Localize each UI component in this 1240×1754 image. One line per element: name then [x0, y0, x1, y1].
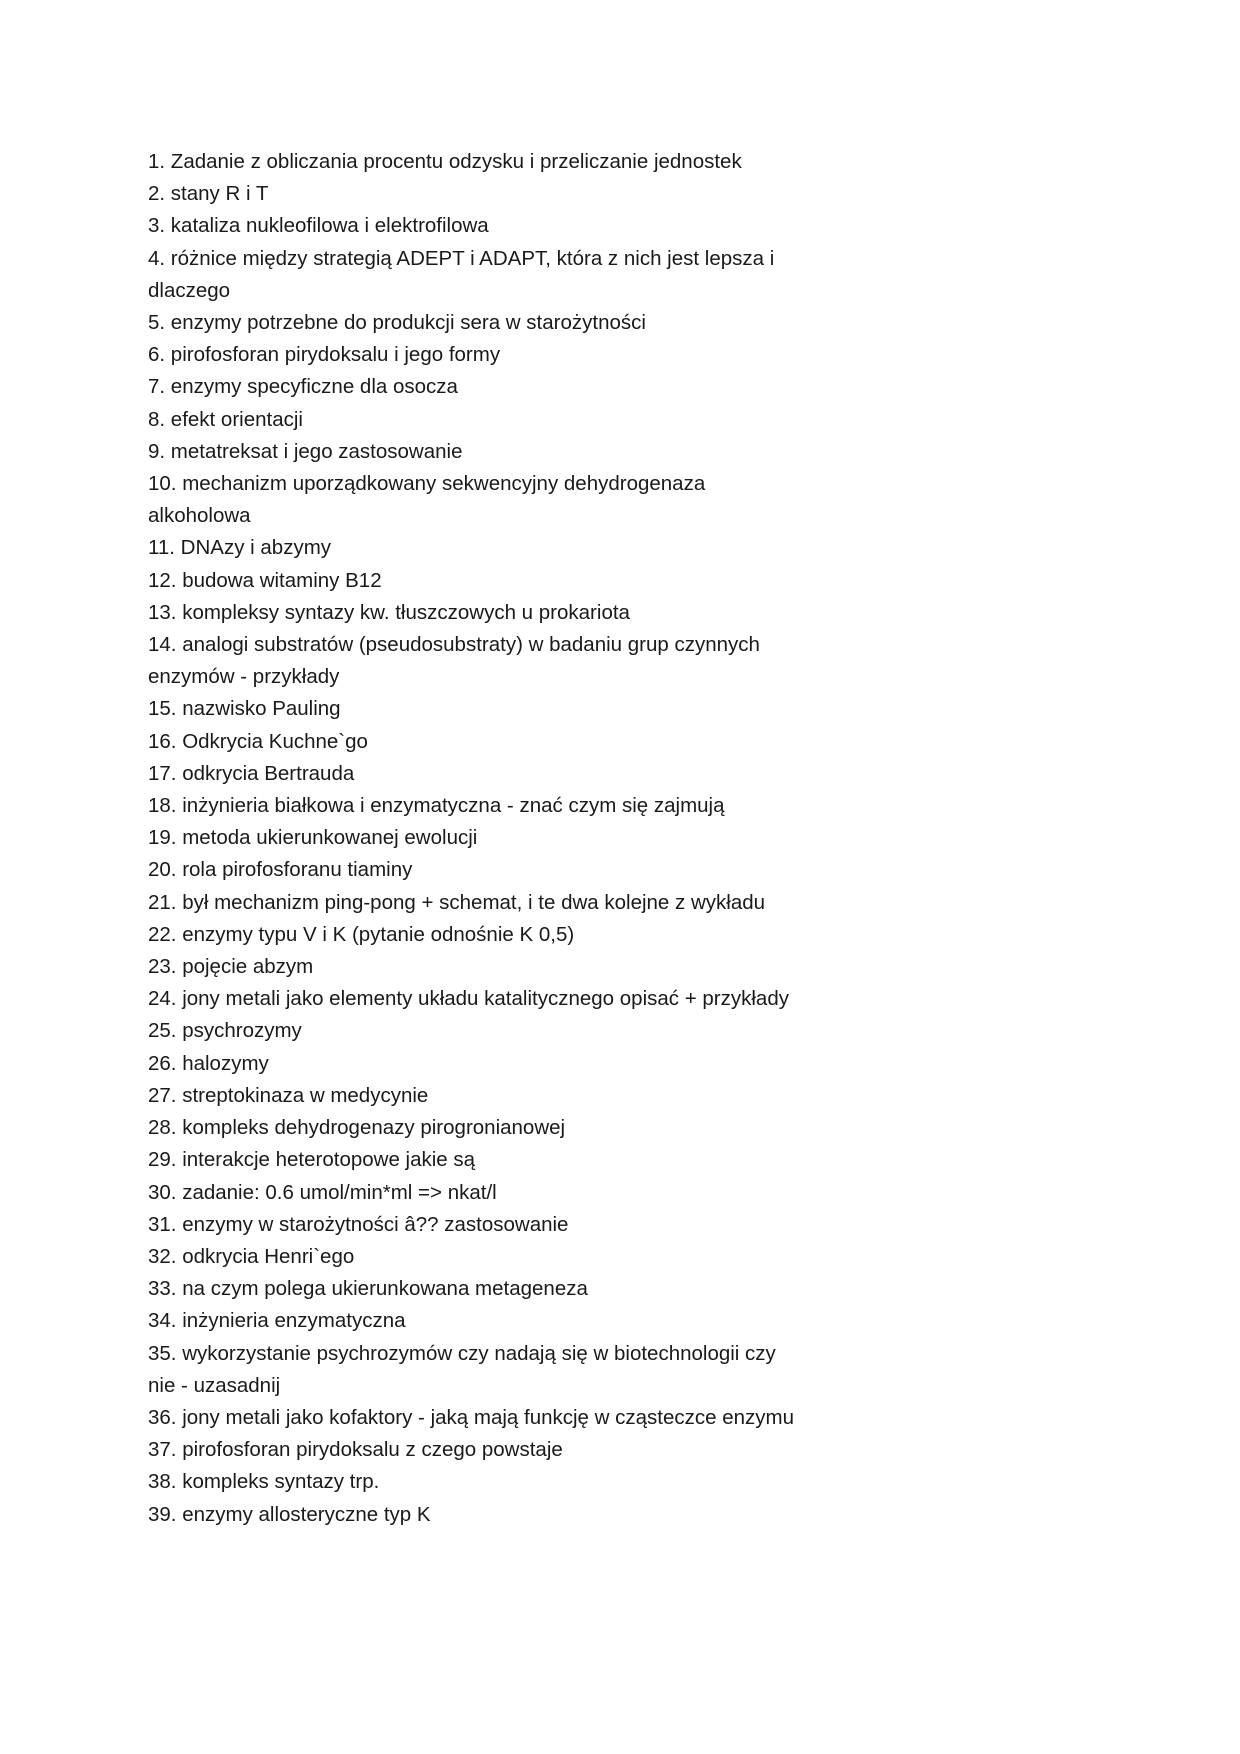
question-item	[148, 210, 808, 242]
question-text: 10. mechanizm uporządkowany sekwencyjny dehydrogenaza alkoholowa	[148, 472, 706, 528]
question-text: 28. kompleks dehydrogenazy pirogronianowej	[148, 1116, 566, 1140]
question-text: 20. rola pirofosforanu tiaminy	[148, 858, 413, 882]
question-item	[148, 1434, 808, 1466]
question-item	[148, 1015, 808, 1047]
question-item	[148, 307, 808, 339]
question-item	[148, 404, 808, 436]
question-text: 14. analogi substratów (pseudosubstraty) w badaniu grup czynnych enzymów - przykłady	[148, 633, 760, 689]
question-text: 24. jony metali jako elementy układu katalitycznego opisać + przykłady	[148, 987, 789, 1011]
question-text: 3. kataliza nukleofilowa i elektrofilowa	[148, 214, 489, 238]
question-item	[148, 1273, 808, 1305]
question-item	[148, 790, 808, 822]
question-item	[148, 436, 808, 468]
question-item	[148, 1144, 808, 1176]
question-text: 17. odkrycia Bertrauda	[148, 761, 355, 785]
question-text: 25. psychrozymy	[148, 1019, 302, 1043]
question-text: 23. pojęcie abzym	[148, 955, 314, 979]
question-item	[148, 1177, 808, 1209]
question-text: 31. enzymy w starożytności â?? zastosowanie	[148, 1212, 569, 1236]
question-item	[148, 854, 808, 886]
question-text: 29. interakcje heterotopowe jakie są	[148, 1148, 476, 1172]
question-text: 11. DNAzy i abzymy	[148, 536, 332, 560]
question-text: 39. enzymy allosteryczne typ K	[148, 1502, 431, 1526]
question-text: 36. jony metali jako kofaktory - jaką mają funkcję w cząsteczce enzymu	[148, 1405, 795, 1429]
question-item	[148, 693, 808, 725]
question-item	[148, 1338, 808, 1402]
question-item	[148, 822, 808, 854]
question-text: 9. metatreksat i jego zastosowanie	[148, 439, 463, 463]
question-item	[148, 178, 808, 210]
question-item	[148, 532, 808, 564]
question-text: 16. Odkrycia Kuchne`go	[148, 729, 368, 753]
question-item	[148, 758, 808, 790]
question-item	[148, 1080, 808, 1112]
question-item	[148, 565, 808, 597]
question-item	[148, 1402, 808, 1434]
question-item	[148, 1209, 808, 1241]
question-text: 13. kompleksy syntazy kw. tłuszczowych u prokariota	[148, 600, 630, 624]
question-item	[148, 1499, 808, 1531]
question-text: 27. streptokinaza w medycynie	[148, 1083, 429, 1107]
question-text: 5. enzymy potrzebne do produkcji sera w starożytności	[148, 311, 646, 335]
question-text: 30. zadanie: 0.6 umol/min*ml => nkat/l	[148, 1180, 497, 1204]
question-text: 4. różnice między strategią ADEPT i ADAPT, która z nich jest lepsza i dlaczego	[148, 246, 775, 302]
question-text: 18. inżynieria białkowa i enzymatyczna - znać czym się zajmują	[148, 794, 725, 818]
question-item	[148, 371, 808, 403]
question-item	[148, 1241, 808, 1273]
question-text: 15. nazwisko Pauling	[148, 697, 341, 721]
question-item	[148, 597, 808, 629]
question-text: 2. stany R i T	[148, 182, 269, 206]
question-text: 34. inżynieria enzymatyczna	[148, 1309, 406, 1333]
question-item	[148, 726, 808, 758]
question-text: 33. na czym polega ukierunkowana metageneza	[148, 1277, 588, 1301]
question-list	[148, 146, 808, 1531]
question-text: 26. halozymy	[148, 1051, 269, 1075]
question-text: 12. budowa witaminy B12	[148, 568, 382, 592]
question-item	[148, 983, 808, 1015]
question-text: 38. kompleks syntazy trp.	[148, 1470, 380, 1494]
question-item	[148, 146, 808, 178]
question-item	[148, 1466, 808, 1498]
question-text: 35. wykorzystanie psychrozymów czy nadają się w biotechnologii czy nie - uzasadnij	[148, 1341, 776, 1397]
question-text: 7. enzymy specyficzne dla osocza	[148, 375, 458, 399]
question-item	[148, 887, 808, 919]
question-item	[148, 1048, 808, 1080]
question-item	[148, 1112, 808, 1144]
question-text: 19. metoda ukierunkowanej ewolucji	[148, 826, 478, 850]
question-text: 21. był mechanizm ping-pong + schemat, i te dwa kolejne z wykładu	[148, 890, 766, 914]
question-item	[148, 243, 808, 307]
question-text: 22. enzymy typu V i K (pytanie odnośnie K 0,5)	[148, 922, 575, 946]
question-item	[148, 339, 808, 371]
question-item	[148, 919, 808, 951]
question-text: 32. odkrycia Henri`ego	[148, 1244, 355, 1268]
question-text: 6. pirofosforan pirydoksalu i jego formy	[148, 343, 501, 367]
question-text: 1. Zadanie z obliczania procentu odzysku i przeliczanie jednostek	[148, 150, 742, 173]
question-item	[148, 1305, 808, 1337]
question-text: 37. pirofosforan pirydoksalu z czego powstaje	[148, 1438, 563, 1462]
question-text: 8. efekt orientacji	[148, 407, 303, 431]
question-item	[148, 951, 808, 983]
question-item	[148, 629, 808, 693]
question-item	[148, 468, 808, 532]
